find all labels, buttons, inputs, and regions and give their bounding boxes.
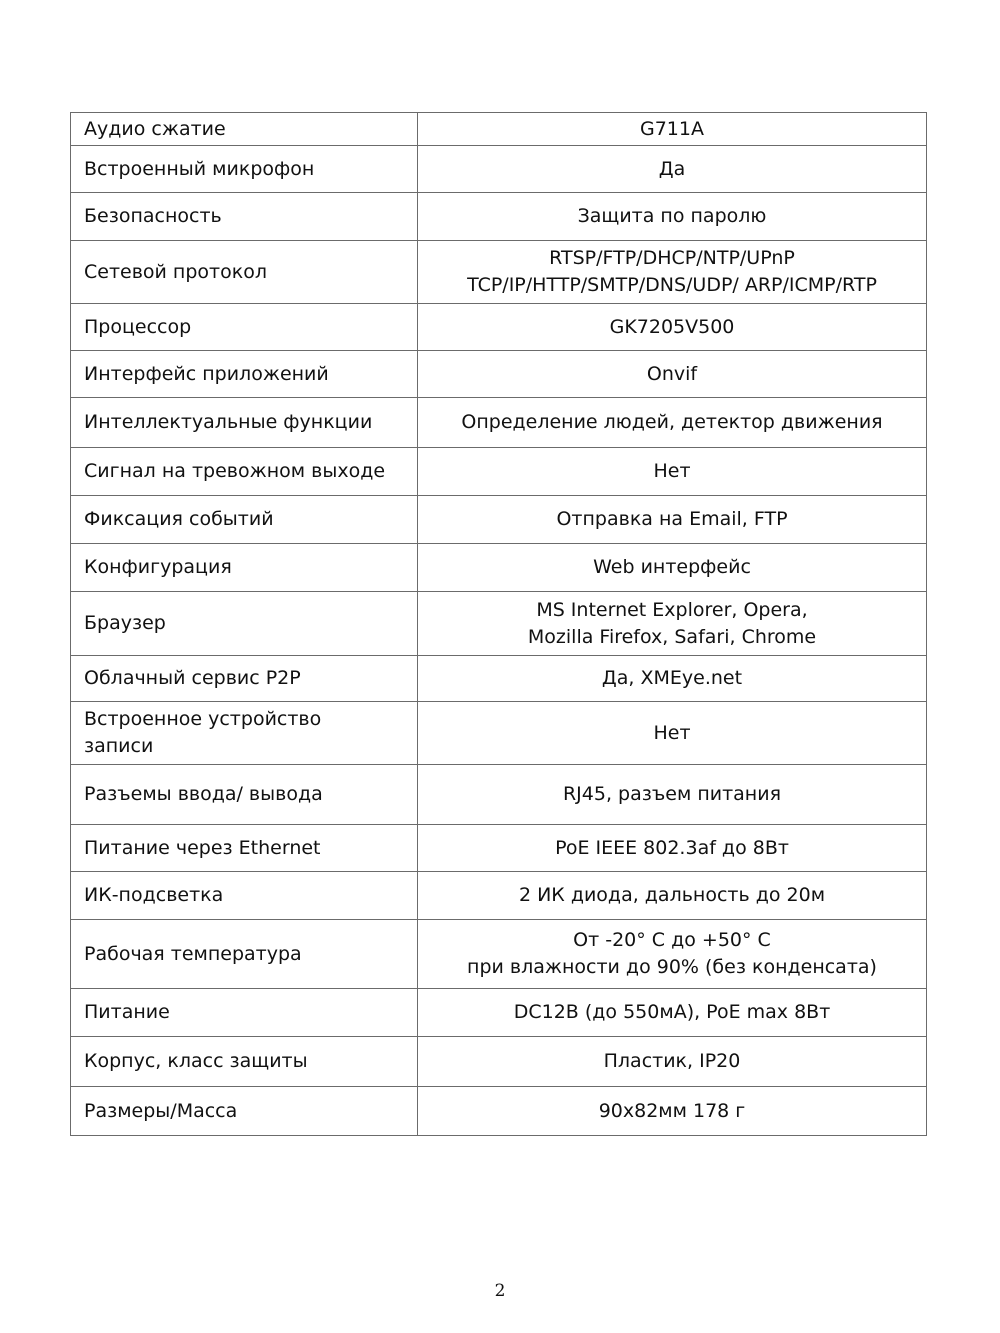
row-label: Интерфейс приложений	[71, 351, 418, 398]
table-row	[71, 872, 927, 920]
row-label: Разъемы ввода/ вывода	[71, 765, 418, 825]
table-row	[71, 241, 927, 304]
row-label: Питание	[71, 989, 418, 1037]
page-number: 2	[494, 1281, 506, 1301]
row-label: Процессор	[71, 304, 418, 351]
table-row	[71, 920, 927, 989]
row-value: 2 ИК диода, дальность до 20м	[418, 872, 927, 920]
row-label: Сетевой протокол	[71, 241, 418, 304]
table-row	[71, 146, 927, 193]
table-row	[71, 1037, 927, 1087]
row-value: Нет	[418, 448, 927, 496]
table-row	[71, 496, 927, 544]
table-row	[71, 398, 927, 448]
row-value: Да	[418, 146, 927, 193]
row-label: ИК-подсветка	[71, 872, 418, 920]
row-label: Облачный сервис P2P	[71, 656, 418, 702]
row-label: Размеры/Масса	[71, 1087, 418, 1136]
row-value: DC12В (до 550мА), PoE max 8Вт	[418, 989, 927, 1037]
row-value: MS Internet Explorer, Opera, Mozilla Firefox, Safari, Chrome	[418, 592, 927, 656]
table-row	[71, 304, 927, 351]
row-value: 90x82мм 178 г	[418, 1087, 927, 1136]
row-label: Встроенное устройство записи	[71, 702, 418, 765]
row-label: Питание через Ethernet	[71, 825, 418, 872]
row-value: RJ45, разъем питания	[418, 765, 927, 825]
table-row	[71, 448, 927, 496]
table-row	[71, 193, 927, 241]
table-row	[71, 702, 927, 765]
row-value: PoE IEEE 802.3af до 8Вт	[418, 825, 927, 872]
row-label: Браузер	[71, 592, 418, 656]
table-row	[71, 351, 927, 398]
row-label: Аудио сжатие	[71, 113, 418, 146]
table-row	[71, 825, 927, 872]
table-row	[71, 989, 927, 1037]
row-value: Нет	[418, 702, 927, 765]
row-value: Защита по паролю	[418, 193, 927, 241]
table-row	[71, 656, 927, 702]
table-row	[71, 544, 927, 592]
row-label: Конфигурация	[71, 544, 418, 592]
row-value: GK7205V500	[418, 304, 927, 351]
row-label: Рабочая температура	[71, 920, 418, 989]
row-value: G711A	[418, 113, 927, 146]
table-row	[71, 592, 927, 656]
row-value: Да, XMEye.net	[418, 656, 927, 702]
row-value: Onvif	[418, 351, 927, 398]
row-label: Корпус, класс защиты	[71, 1037, 418, 1087]
row-label: Сигнал на тревожном выходе	[71, 448, 418, 496]
row-value: Web интерфейс	[418, 544, 927, 592]
row-label: Интеллектуальные функции	[71, 398, 418, 448]
row-value: Определение людей, детектор движения	[418, 398, 927, 448]
row-label: Фиксация событий	[71, 496, 418, 544]
row-value: RTSP/FTP/DHCP/NTP/UPnP TCP/IP/HTTP/SMTP/DNS/UDP/ ARP/ICMP/RTP	[418, 241, 927, 304]
row-value: Пластик, IP20	[418, 1037, 927, 1087]
specifications-table	[70, 112, 927, 1136]
row-value: Отправка на Email, FTP	[418, 496, 927, 544]
table-row	[71, 765, 927, 825]
row-value: От -20° С до +50° С при влажности до 90% (без конденсата)	[418, 920, 927, 989]
row-label: Безопасность	[71, 193, 418, 241]
table-row	[71, 1087, 927, 1136]
row-label: Встроенный микрофон	[71, 146, 418, 193]
table-row	[71, 113, 927, 146]
